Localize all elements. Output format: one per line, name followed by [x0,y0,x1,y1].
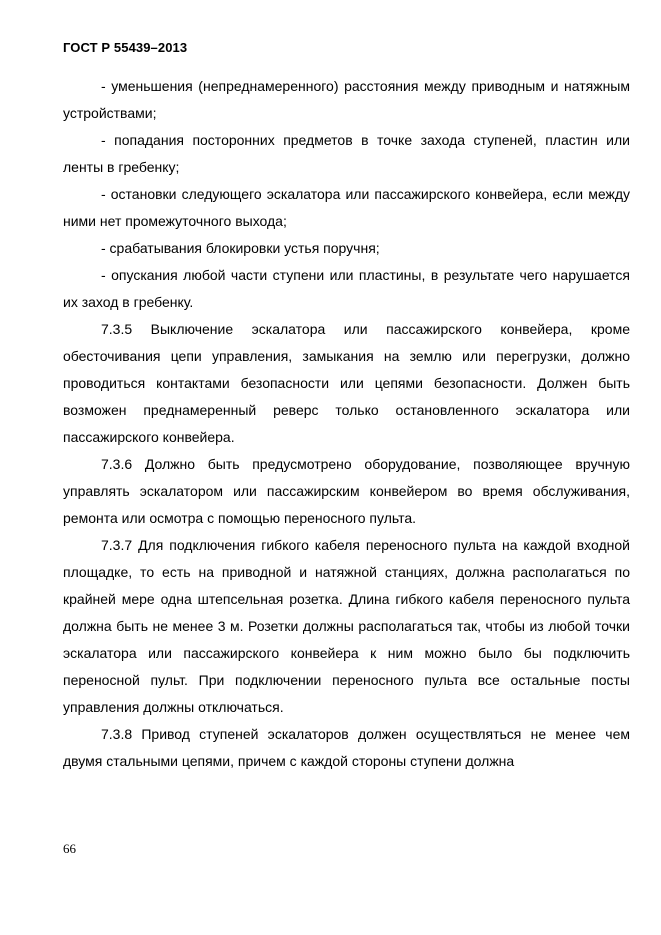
document-body [63,73,630,775]
document-header: ГОСТ Р 55439–2013 [63,40,188,55]
page-number: 66 [63,841,76,856]
section-7-3-5: 7.3.5 Выключение эскалатора или пассажирского конвейера, кроме обесточивания цепи управления, замыкания на землю или перегрузки, должно проводиться контактами безопасности или цепями безопасности. Должен быть возможен преднамеренный реверс только остановленного эскалатора или пассажирского конвейера. [63,321,630,445]
list-item-step-lowering: - опускания любой части ступени или пластины, в результате чего нарушается их заход в гребенку. [63,267,630,310]
section-7-3-8: 7.3.8 Привод ступеней эскалаторов должен осуществляться не менее чем двумя стальными цепями, причем с каждой стороны ступени должна [63,726,630,769]
section-7-3-7: 7.3.7 Для подключения гибкого кабеля переносного пульта на каждой входной площадке, то есть на приводной и натяжной станциях, должна располагаться по крайней мере одна штепсельная розетка. Длина гибкого кабеля переносного пульта должна быть не менее 3 м. Розетки должны располагаться так, чтобы из любой точки эскалатора или пассажирского конвейера к ним можно было бы подключить переносной пульт. При подключении переносного пульта все остальные посты управления должны отключаться. [63,537,630,715]
list-item-handrail-lock: - срабатывания блокировки устья поручня; [101,240,380,256]
list-item-distance-reduction: - уменьшения (непреднамеренного) расстояния между приводным и натяжным устройствами; [63,78,630,121]
list-item-foreign-objects: - попадания посторонних предметов в точке захода ступеней, пластин или ленты в гребенку; [63,132,630,175]
section-7-3-6: 7.3.6 Должно быть предусмотрено оборудование, позволяющее вручную управлять эскалатором или пассажирским конвейером во время обслуживания, ремонта или осмотра с помощью переносного пульта. [63,456,630,526]
list-item-next-escalator-stop: - остановки следующего эскалатора или пассажирского конвейера, если между ними нет промежуточного выхода; [63,186,630,229]
